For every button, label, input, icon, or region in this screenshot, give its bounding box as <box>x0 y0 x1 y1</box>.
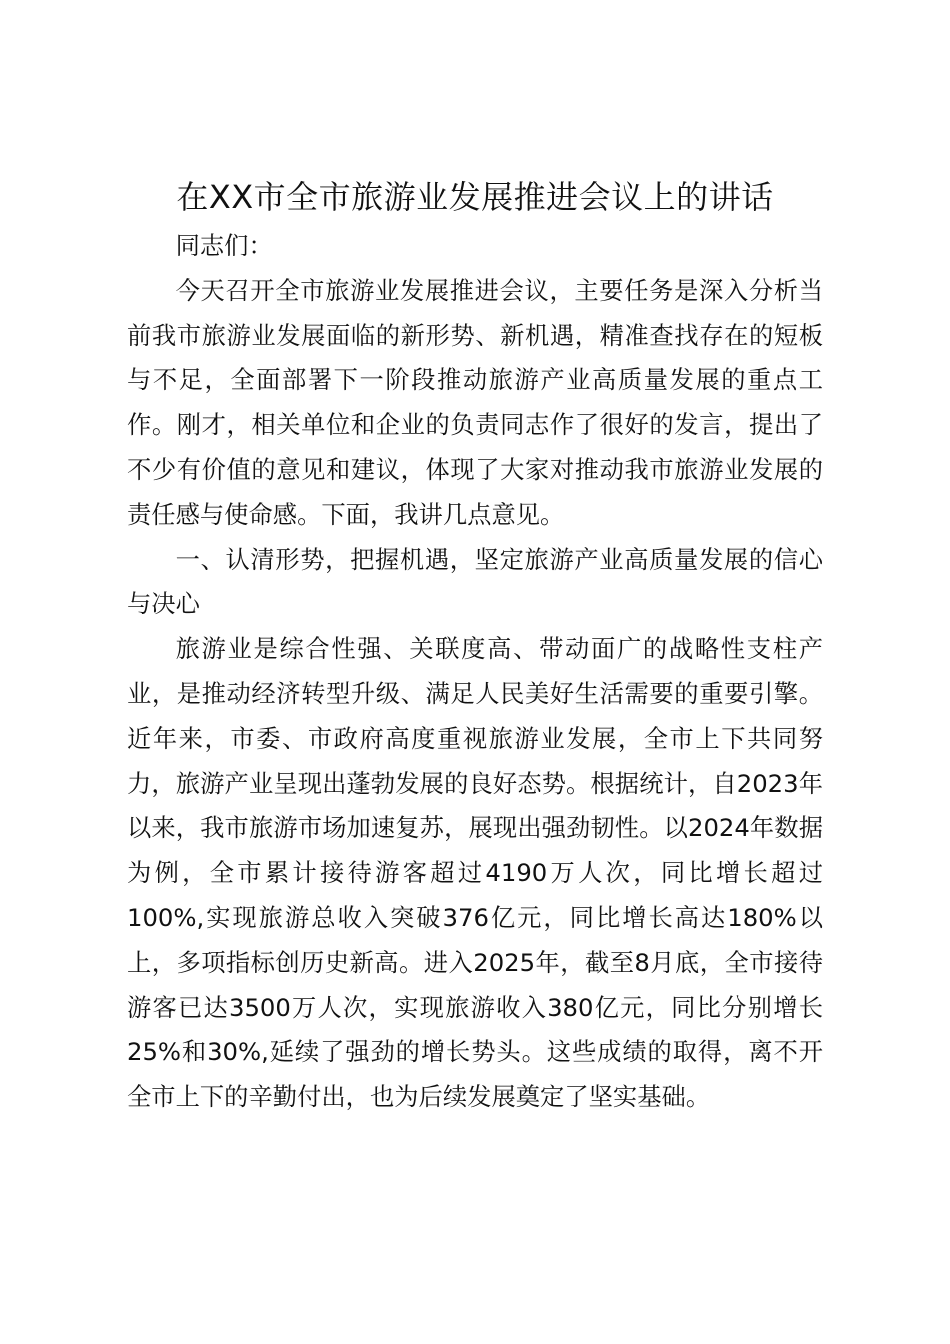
salutation: 同志们： <box>175 231 273 260</box>
paragraph-statistics: 旅游业是综合性强、关联度高、带动面广的战略性支柱产业，是推动经济转型升级、满足人民美好生活需要的重要引擎。近年来，市委、市政府高度重视旅游业发展，全市上下共同努力，旅游产业呈现出蓬勃发展的良好态势。根据统计，自2023年以来，我市旅游市场加速复苏，展现出强劲韧性。以2024年数据为例，全市累计接待游客超过4190万人次，同比增长超过100%,实现旅游总收入突破376亿元，同比增长高达180%以上，多项指标创历史新高。进入2025年，截至8月底，全市接待游客已达3500万人次，实现旅游收入380亿元，同比分别增长25%和30%,延续了强劲的增长势头。这些成绩的取得，离不开全市上下的辛勤付出，也为后续发展奠定了坚实基础。 <box>127 634 823 1112</box>
speech-title: 在XX市全市旅游业发展推进会议上的讲话 <box>176 178 774 216</box>
document-body <box>127 170 823 1120</box>
section-heading-1: 一、认清形势，把握机遇，坚定旅游产业高质量发展的信心与决心 <box>127 544 823 619</box>
paragraph-opening: 今天召开全市旅游业发展推进会议，主要任务是深入分析当前我市旅游业发展面临的新形势、新机遇，精准查找存在的短板与不足，全面部署下一阶段推动旅游产业高质量发展的重点工作。刚才，相关单位和企业的负责同志作了很好的发言，提出了不少有价值的意见和建议，体现了大家对推动我市旅游业发展的责任感与使命感。下面，我讲几点意见。 <box>127 275 823 529</box>
